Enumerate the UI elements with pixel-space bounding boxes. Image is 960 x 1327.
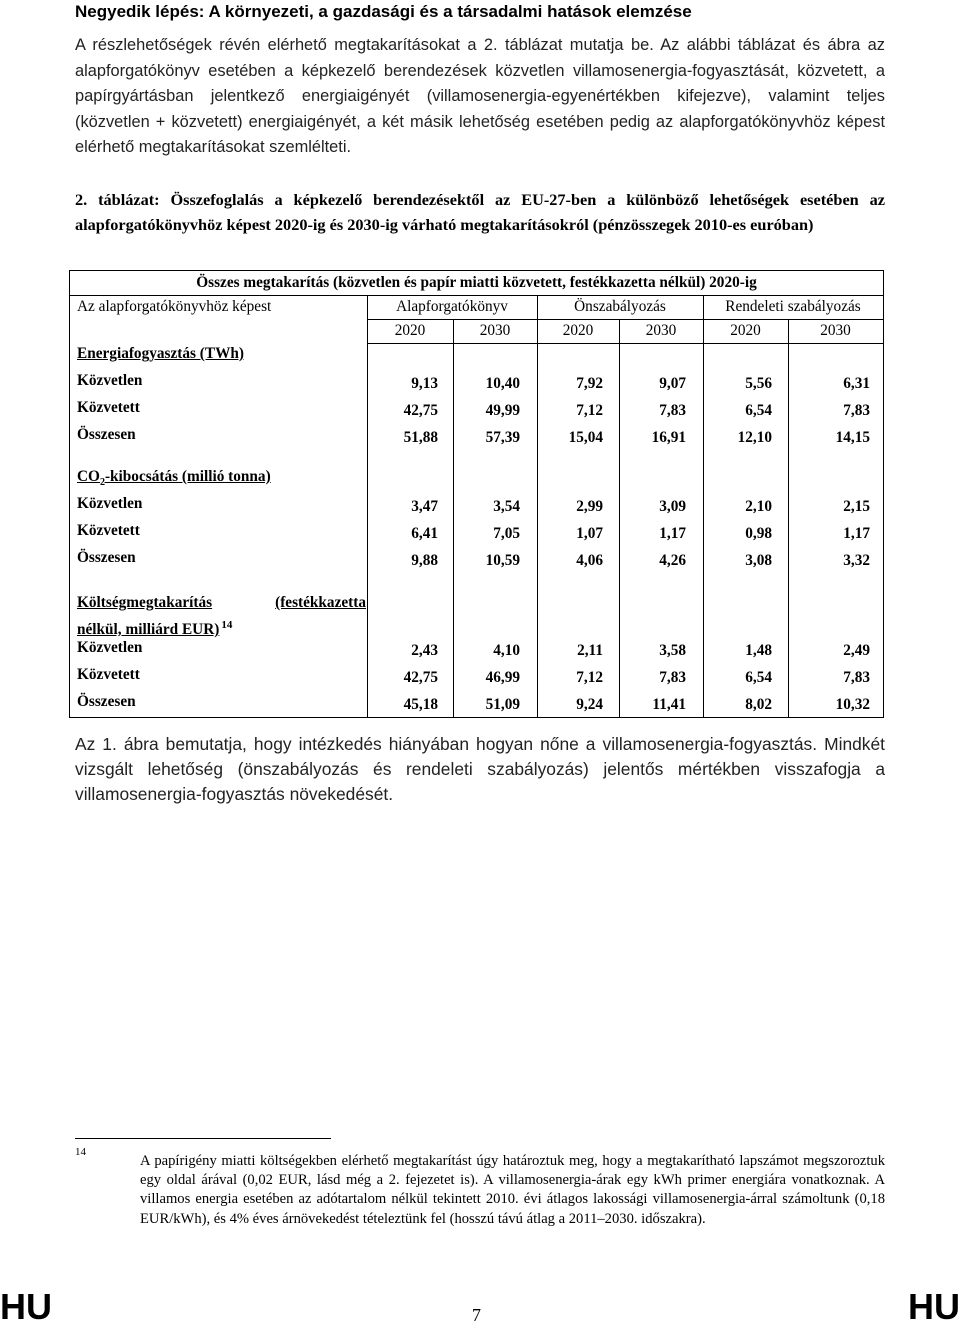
table-cell-value: 11,41 <box>652 696 686 713</box>
table-cell-value: 49,99 <box>485 402 520 419</box>
table-cell-value: 9,88 <box>411 552 438 569</box>
table-cell-value: 1,17 <box>843 525 870 542</box>
year-header: 2030 <box>820 322 851 339</box>
year-header: 2030 <box>645 322 677 339</box>
row-label: Közvetett <box>77 522 140 539</box>
row-header: Az alapforgatókönyvhöz képest <box>77 298 272 315</box>
table-cell-value: 3,32 <box>843 552 870 569</box>
table-cell-value: 1,17 <box>659 525 686 542</box>
table-cell-value: 2,49 <box>843 642 870 659</box>
table-cell-value: 1,48 <box>745 642 772 659</box>
table-cell-value: 16,91 <box>651 429 686 446</box>
table-cell-value: 45,18 <box>403 696 438 713</box>
table-cell-value: 10,40 <box>485 375 520 392</box>
table-cell-value: 42,75 <box>403 669 438 686</box>
group-regulation: Rendeleti szabályozás <box>725 298 861 315</box>
table-cell-value: 42,75 <box>403 402 438 419</box>
table-cell-value: 7,83 <box>843 402 870 419</box>
footnote-mark: 14 <box>75 1146 86 1158</box>
row-label: Összesen <box>77 426 136 443</box>
year-header: 2020 <box>730 322 761 339</box>
table-cell-value: 4,26 <box>659 552 686 569</box>
table-cell-value: 2,11 <box>577 642 603 659</box>
intro-paragraph: A részlehetőségek révén elérhető megtakarításokat a 2. táblázat mutatja be. Az alábbi táblázat és ábra az alapforgatókönyv esetében a képkezelő berendezések közvetlen villamosenergia-fogyasztását, közvetett, a papírgyártásban jelentkező energiaigényét (villamosenergia-egyenértékben kifejezve), valamint teljes (közvetlen + közvetett) energiaigényét, a két másik lehetőség esetében pedig az alapforgatókönyvhöz képest elérhető megtakarításokat szemlélteti. <box>75 36 885 157</box>
table-cell-value: 6,31 <box>843 375 870 392</box>
section-cost-title-2: nélkül, milliárd EUR) $^{14}$ <box>77 619 233 639</box>
table-cell-value: 8,02 <box>745 696 772 713</box>
year-header: 2030 <box>479 322 511 339</box>
table-cell-value: 2,15 <box>843 498 870 515</box>
row-label: Közvetett <box>77 666 140 683</box>
row-label: Összesen <box>77 693 136 710</box>
table-cell-value: 9,24 <box>576 696 603 713</box>
group-baseline: Alapforgatókönyv <box>396 298 508 315</box>
table-cell-value: 7,12 <box>576 402 603 419</box>
table-cell-value: 6,41 <box>411 525 438 542</box>
table-cell-value: 2,43 <box>411 642 438 659</box>
table-cell-value: 2,99 <box>576 498 603 515</box>
section-heading: Negyedik lépés: A környezeti, a gazdasági és a társadalmi hatások elemzése <box>75 2 692 21</box>
year-header: 2020 <box>394 322 426 339</box>
table-cell-value: 4,06 <box>576 552 603 569</box>
footer-right-code: HU <box>908 1286 960 1327</box>
footnote-text: A papírigény miatti költségekben elérhető megtakarítást úgy határoztuk meg, hogy a megtakarítható lapszámot megszoroztuk egy oldal árával (0,02 EUR, lásd még a 2. fejezetet is). A villamosenergia-árak egy kWh primer energiára vonatkoznak. A villamos energia esetében az adótartalom nélkül tekintett 2010. évi átlagos lakossági villamosenergia-árral számoltunk (0,18 EUR/kWh), és 4% éves árnövekedést tételeztünk fel (hosszú távú átlag a 2011–2030. időszakra). <box>140 1153 885 1227</box>
table-cell-value: 5,56 <box>745 375 772 392</box>
group-self-regulation: Önszabályozás <box>574 298 666 315</box>
table-cell-value: 7,92 <box>576 375 603 392</box>
table-cell-value: 9,07 <box>659 375 686 392</box>
year-header: 2020 <box>562 322 594 339</box>
page-number: 7 <box>472 1305 481 1325</box>
section-co2-title: $CO_2$-kibocsátás (millió tonna) <box>77 468 271 489</box>
table-cell-value: 0,98 <box>745 525 772 542</box>
table-cell-value: 3,08 <box>745 552 772 569</box>
table-cell-value: 14,15 <box>835 429 870 446</box>
row-label: Közvetett <box>77 399 140 416</box>
table-cell-value: 46,99 <box>485 669 520 686</box>
table-cell-value: 6,54 <box>745 402 772 419</box>
table-caption: 2. táblázat: Összefoglalás a képkezelő berendezésektől az EU-27-ben a különböző lehetőségek esetében az alapforgatókönyvhöz képest 2020-ig és 2030-ig várható megtakarításokról (pénzösszegek 2010-es euróban) <box>75 190 885 234</box>
table-cell-value: 51,09 <box>485 696 520 713</box>
section-energy-title: Energiafogyasztás (TWh) <box>77 345 244 362</box>
table-cell-value: 1,07 <box>576 525 603 542</box>
table-cell-value: 4,10 <box>493 642 520 659</box>
after-paragraph: Az 1. ábra bemutatja, hogy intézkedés hiányában hogyan nőne a villamosenergia-fogyasztás. Mindkét vizsgált lehetőség (önszabályozás és rendeleti szabályozás) jelentős mértékben visszafogja a villamosenergia-fogyasztás növekedését. <box>75 734 885 804</box>
table-cell-value: 7,12 <box>576 669 603 686</box>
table-cell-value: 51,88 <box>403 429 438 446</box>
table-cell-value: 3,09 <box>659 498 686 515</box>
table-cell-value: 6,54 <box>745 669 772 686</box>
table-cell-value: 9,13 <box>411 375 438 392</box>
table-cell-value: 3,54 <box>493 498 520 515</box>
savings-table <box>69 270 884 718</box>
table-cell-value: 10,59 <box>485 552 520 569</box>
table-cell-value: 7,83 <box>659 669 686 686</box>
table-cell-value: 7,83 <box>659 402 686 419</box>
table-cell-value: 7,83 <box>843 669 870 686</box>
row-label: Összesen <box>77 549 136 566</box>
table-cell-value: 3,47 <box>411 498 438 515</box>
table-cell-value: 57,39 <box>485 429 520 446</box>
table-cell-value: 2,10 <box>745 498 772 515</box>
table-cell-value: 12,10 <box>737 429 772 446</box>
row-label: Közvetlen <box>77 495 143 512</box>
row-label: Közvetlen <box>77 639 143 656</box>
footnote-separator <box>75 1138 331 1139</box>
footer-left-code: HU <box>0 1286 52 1327</box>
table-cell-value: 7,05 <box>493 525 520 542</box>
table-cell-value: 10,32 <box>835 696 870 713</box>
table-title: Összes megtakarítás (közvetlen és papír miatti közvetett, festékkazetta nélkül) 2020-ig <box>196 274 757 291</box>
row-label: Közvetlen <box>77 372 143 389</box>
table-cell-value: 3,58 <box>659 642 686 659</box>
table-cell-value: 15,04 <box>568 429 603 446</box>
section-cost-title: Költségmegtakarítás (festékkazetta <box>77 594 366 611</box>
